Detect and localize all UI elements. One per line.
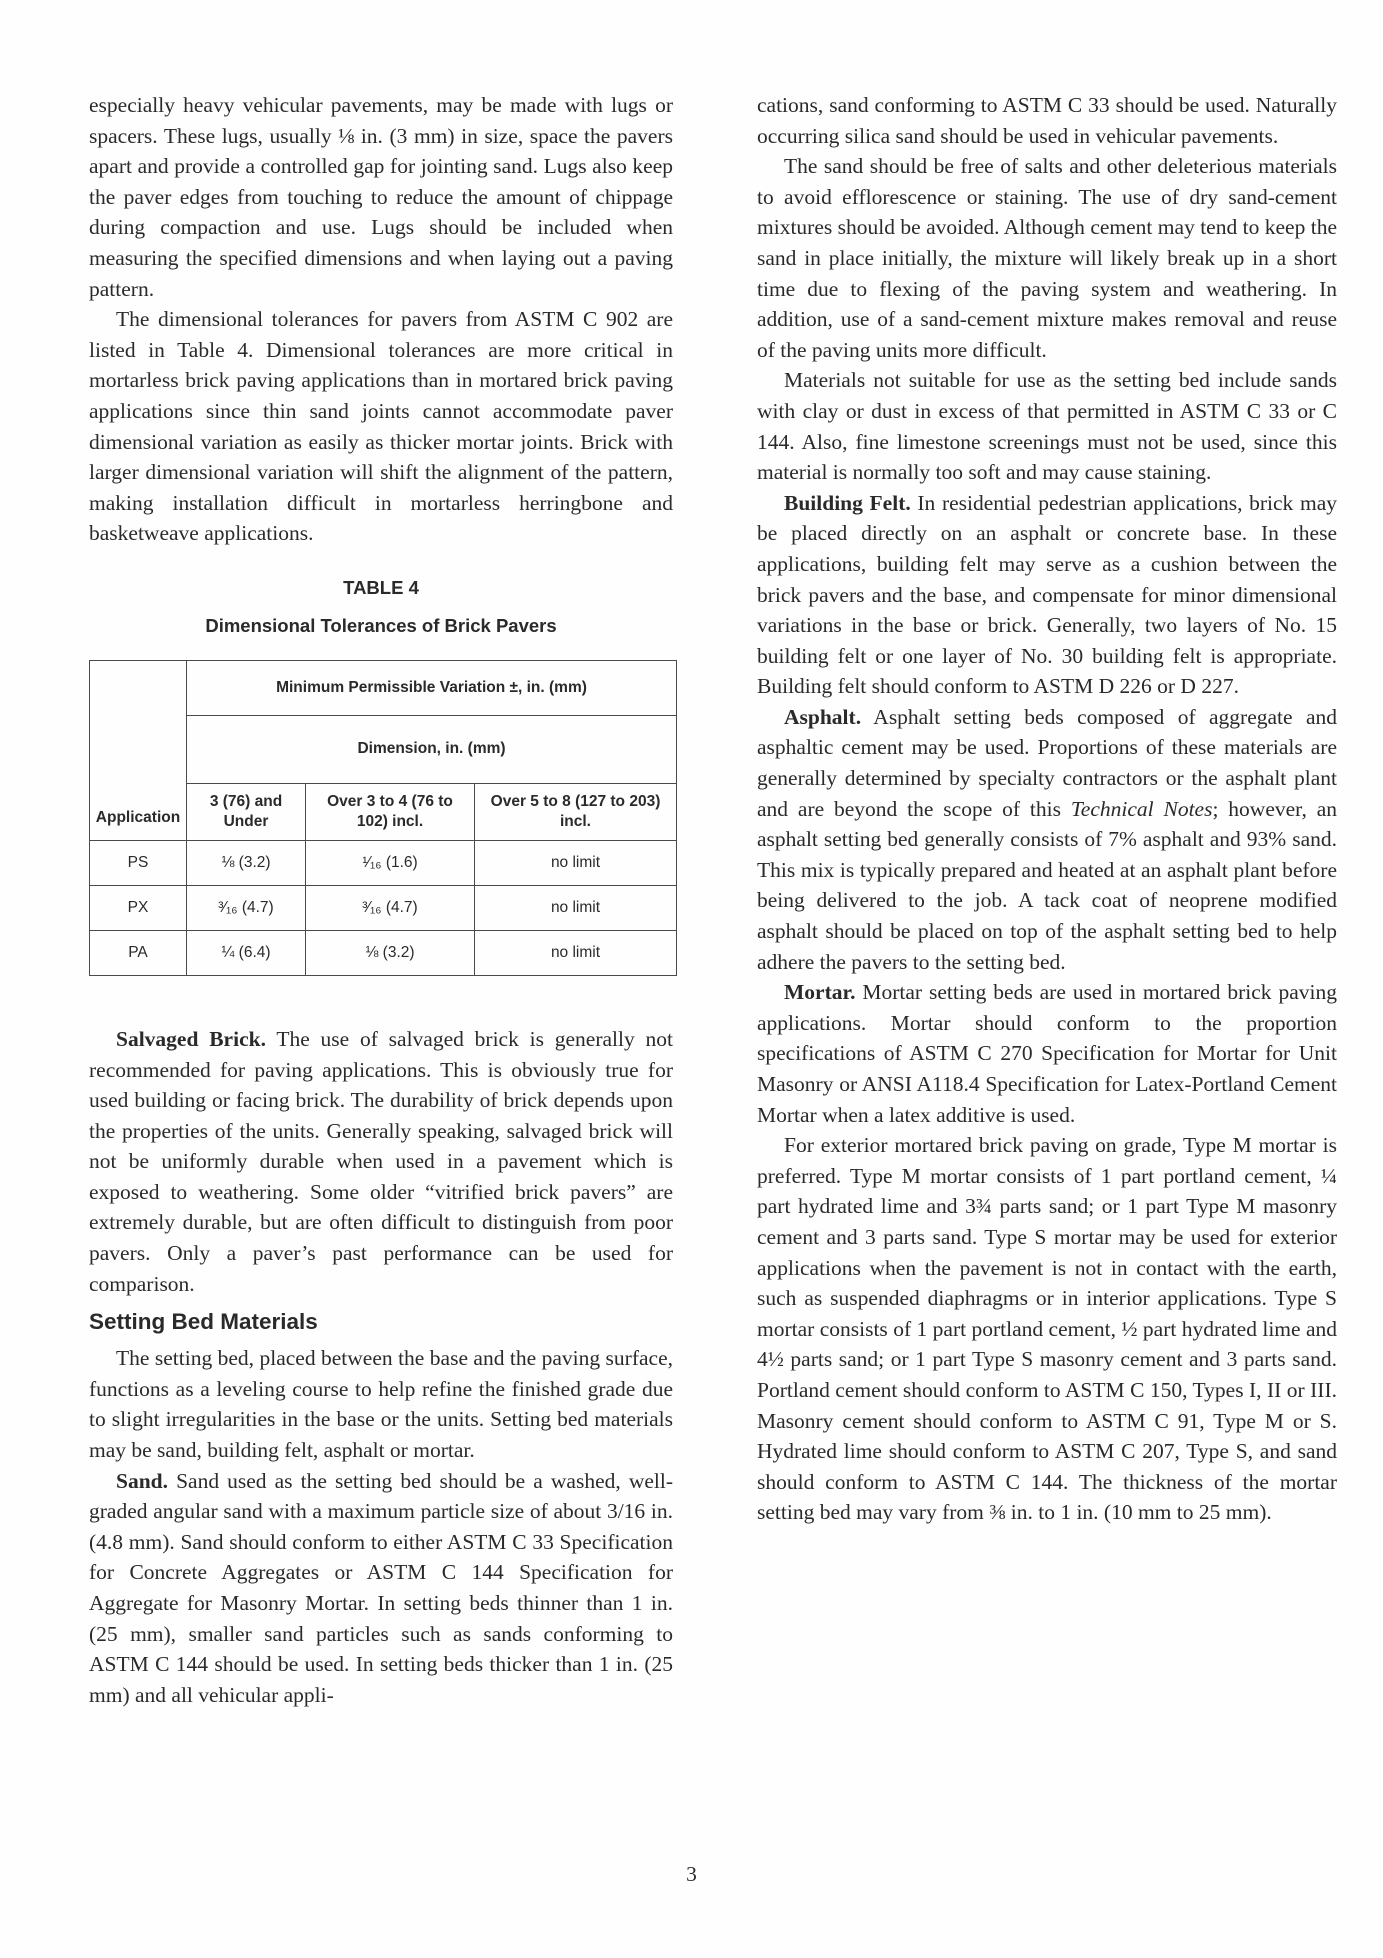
run-in-heading: Asphalt.: [784, 704, 862, 729]
paragraph-unsuitable-materials: Materials not suitable for use as the setting bed include sands with clay or dust in excess of that permitted in ASTM C 33 or C 144. Also, fine limestone screenings must not be used, since this material is normally too soft and may cause staining.: [757, 368, 1337, 485]
table-number: TABLE 4: [343, 576, 419, 598]
cell-application: PS: [90, 840, 187, 885]
tolerance-table: [89, 660, 677, 976]
paragraph-tolerances: The dimensional tolerances for pavers from ASTM C 902 are listed in Table 4. Dimensional tolerances are more critical in mortarless brick paving applications than in mortared brick paving applications since thin sand joints cannot accommodate paver dimensional variation as easily as thicker mortar joints. Brick with larger dimensional variation will shift the alignment of the pattern, making installation difficult in mortarless herringbone and basketweave applications.: [89, 307, 673, 546]
run-in-heading: Mortar.: [784, 980, 856, 1005]
page-number: 3: [686, 1862, 697, 1886]
cell-value: ³⁄₁₆ (4.7): [187, 885, 306, 930]
section-heading: Setting Bed Materials: [89, 1309, 318, 1335]
paragraph-sand-salts: The sand should be free of salts and other deleterious materials to avoid efflorescence or staining. The use of dry sand-cement mixtures should be avoided. Although cement may tend to keep the sand in place initially, the mixture will likely break up in a short time due to flexing of the paving system and weathering. In addition, use of a sand-cement mixture makes removal and reuse of the paving units more difficult.: [757, 154, 1337, 362]
table-row: [90, 840, 677, 885]
run-in-heading: Salvaged Brick.: [116, 1026, 266, 1051]
header-col-2: Over 3 to 4 (76 to 102) incl.: [306, 783, 475, 840]
table-title: Dimensional Tolerances of Brick Pavers: [205, 614, 557, 636]
table-row: [90, 930, 677, 975]
cell-value: no limit: [475, 885, 677, 930]
cell-value: ¼ (6.4): [187, 930, 306, 975]
left-column: [89, 90, 673, 1710]
right-column: [757, 90, 1337, 1528]
header-min-variation: Minimum Permissible Variation ±, in. (mm): [187, 660, 677, 715]
cell-value: ⅛ (3.2): [187, 840, 306, 885]
cell-value: no limit: [475, 930, 677, 975]
paragraph-mortar: Mortar. Mortar setting beds are used in mortared brick paving applications. Mortar should conform to the proportion specifications of ASTM C 270 Specification for Mortar for Unit Masonry or ANSI A118.4 Specification for Latex-Portland Cement Mortar when a latex additive is used.: [757, 980, 1337, 1127]
paragraph-building-felt: Building Felt. In residential pedestrian applications, brick may be placed directly on an asphalt or concrete base. In these applications, building felt may serve as a cushion between the brick pavers and the base, and compensate for minor dimensional variations in the base or brick. Generally, two layers of No. 15 building felt or one layer of No. 30 building felt is appropriate. Building felt should conform to ASTM D 226 or D 227.: [757, 490, 1337, 699]
cell-value: ³⁄₁₆ (4.7): [306, 885, 475, 930]
header-application: Application: [90, 660, 187, 840]
paragraph-asphalt: Asphalt. Asphalt setting beds composed of aggregate and asphaltic cement may be used. Proportions of these materials are generally determined by specialty contractors or the asphalt plant and are beyond the scope of this Technical Notes; however, an asphalt setting bed generally consists of 7% asphalt and 93% sand. This mix is typically prepared and heated at an asphalt plant before being delivered to the job. A tack coat of neoprene modified asphalt should be placed on top of the asphalt setting bed to help adhere the pavers to the setting bed.: [757, 704, 1337, 974]
paragraph-sand-continued: cations, sand conforming to ASTM C 33 should be used. Naturally occurring silica sand should be used in vehicular pavements.: [757, 93, 1337, 148]
header-col-3: Over 5 to 8 (127 to 203) incl.: [475, 783, 677, 840]
paragraph-setting-bed: The setting bed, placed between the base and the paving surface, functions as a leveling course to help refine the finished grade due to slight irregularities in the base or the units. Setting bed materials may be sand, building felt, asphalt or mortar.: [89, 1346, 673, 1463]
header-dimension: Dimension, in. (mm): [187, 715, 677, 783]
cell-application: PX: [90, 885, 187, 930]
cell-value: ¹⁄₁₆ (1.6): [306, 840, 475, 885]
header-col-1: 3 (76) and Under: [187, 783, 306, 840]
table-row: [90, 885, 677, 930]
paragraph-sand: Sand. Sand used as the setting bed should be a washed, well-graded angular sand with a maximum particle size of about 3/16 in. (4.8 mm). Sand should conform to either ASTM C 33 Specification for Concrete Aggregates or ASTM C 144 Specification for Aggregate for Masonry Mortar. In setting beds thinner than 1 in. (25 mm), smaller sand particles such as sands conforming to ASTM C 144 should be used. In setting beds thicker than 1 in. (25 mm) and all vehicular appli-: [89, 1468, 673, 1707]
cell-value: ⅛ (3.2): [306, 930, 475, 975]
run-in-heading: Sand.: [116, 1468, 168, 1493]
run-in-heading: Building Felt.: [784, 490, 911, 515]
cell-value: no limit: [475, 840, 677, 885]
paragraph-type-m-mortar: For exterior mortared brick paving on grade, Type M mortar is preferred. Type M mortar consists of 1 part portland cement, ¼ part hydrated lime and 3¾ parts sand; or 1 part Type M masonry cement and 3 parts sand. Type S mortar may be used for exterior applications when the pavement is not in contact with the earth, such as suspended diaphragms or in interior applications. Type S mortar consists of 1 part portland cement, ½ part hydrated lime and 4½ parts sand; or 1 part Type S masonry cement and 3 parts sand. Portland cement should conform to ASTM C 150, Types I, II or III. Masonry cement should conform to ASTM C 91, Type M or S. Hydrated lime should conform to ASTM C 207, Type S, and sand should conform to ASTM C 144. The thickness of the mortar setting bed may vary from ⅜ in. to 1 in. (10 mm to 25 mm).: [757, 1133, 1337, 1525]
paragraph-lugs: especially heavy vehicular pavements, may be made with lugs or spacers. These lugs, usually ⅛ in. (3 mm) in size, space the pavers apart and provide a controlled gap for jointing sand. Lugs also keep the paver edges from touching to reduce the amount of chippage during compaction and use. Lugs should be included when measuring the specified dimensions and when laying out a paving pattern.: [89, 93, 673, 301]
paragraph-salvaged-brick: Salvaged Brick. The use of salvaged brick is generally not recommended for paving applications. This is obviously true for used building or facing brick. The durability of brick depends upon the properties of the units. Generally speaking, salvaged brick will not be uniformly durable when used in a pavement which is exposed to weathering. Some older “vitrified brick pavers” are extremely durable, but are often difficult to distinguish from poor pavers. Only a paver’s past performance can be used for comparison.: [89, 1026, 673, 1296]
cell-application: PA: [90, 930, 187, 975]
